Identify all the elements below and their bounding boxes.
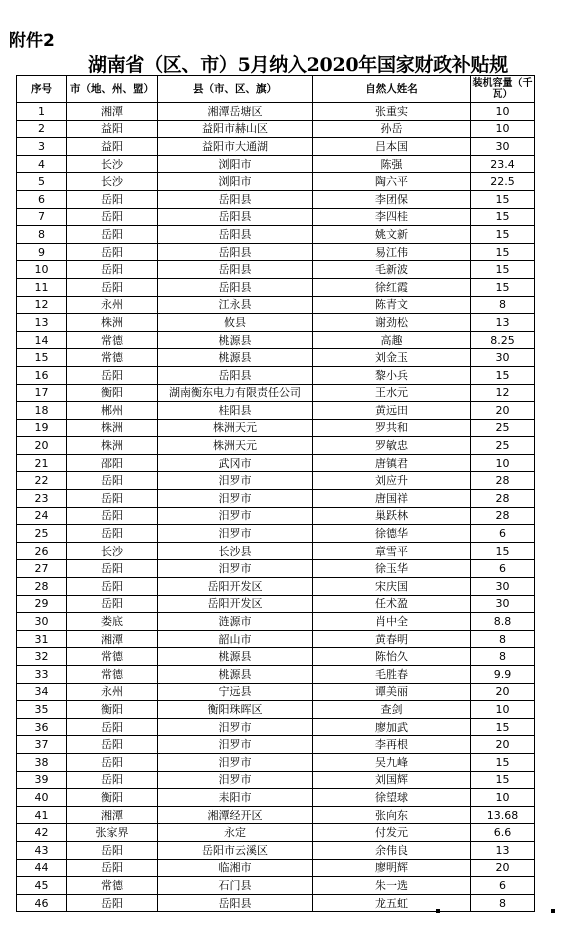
row-capacity: 10 xyxy=(471,701,535,719)
row-person-name: 陈强 xyxy=(313,155,471,173)
table-row xyxy=(17,402,535,420)
table-row xyxy=(17,120,535,138)
row-capacity: 8 xyxy=(471,894,535,912)
row-county: 长沙县 xyxy=(158,542,313,560)
attachment-label: 附件2 xyxy=(9,31,55,51)
row-county: 桂阳县 xyxy=(158,402,313,420)
row-county: 岳阳县 xyxy=(158,208,313,226)
row-capacity: 15 xyxy=(471,261,535,279)
row-county: 宁远县 xyxy=(158,683,313,701)
row-index: 13 xyxy=(17,314,67,332)
row-capacity: 28 xyxy=(471,472,535,490)
table-row xyxy=(17,560,535,578)
row-county: 浏阳市 xyxy=(158,155,313,173)
row-person-name: 徐红霞 xyxy=(313,278,471,296)
row-person-name: 李团保 xyxy=(313,190,471,208)
row-index: 5 xyxy=(17,173,67,191)
header-county: 县（市、区、旗） xyxy=(158,76,313,103)
row-city: 邵阳 xyxy=(67,454,158,472)
row-county: 韶山市 xyxy=(158,630,313,648)
scan-mark xyxy=(436,909,440,913)
row-capacity: 13 xyxy=(471,841,535,859)
row-index: 35 xyxy=(17,701,67,719)
table-body xyxy=(17,103,535,912)
row-index: 1 xyxy=(17,103,67,121)
row-city: 岳阳 xyxy=(67,243,158,261)
row-index: 23 xyxy=(17,490,67,508)
row-county: 湖南衡东电力有限责任公司 xyxy=(158,384,313,402)
row-city: 长沙 xyxy=(67,542,158,560)
row-city: 株洲 xyxy=(67,437,158,455)
row-capacity: 6 xyxy=(471,525,535,543)
table-row xyxy=(17,243,535,261)
row-county: 株洲天元 xyxy=(158,419,313,437)
row-person-name: 刘国辉 xyxy=(313,771,471,789)
table-row xyxy=(17,437,535,455)
row-person-name: 罗共和 xyxy=(313,419,471,437)
table-row xyxy=(17,595,535,613)
row-person-name: 唐国祥 xyxy=(313,490,471,508)
row-county: 桃源县 xyxy=(158,648,313,666)
table-row xyxy=(17,349,535,367)
row-city: 岳阳 xyxy=(67,490,158,508)
row-capacity: 13 xyxy=(471,314,535,332)
row-index: 20 xyxy=(17,437,67,455)
row-index: 19 xyxy=(17,419,67,437)
row-county: 耒阳市 xyxy=(158,789,313,807)
row-index: 18 xyxy=(17,402,67,420)
row-city: 岳阳 xyxy=(67,190,158,208)
row-county: 岳阳开发区 xyxy=(158,595,313,613)
row-city: 湘潭 xyxy=(67,103,158,121)
row-person-name: 宋庆国 xyxy=(313,578,471,596)
table-row xyxy=(17,736,535,754)
row-index: 16 xyxy=(17,366,67,384)
row-capacity: 6 xyxy=(471,877,535,895)
row-county: 岳阳县 xyxy=(158,278,313,296)
row-person-name: 查剑 xyxy=(313,701,471,719)
table-row xyxy=(17,683,535,701)
row-index: 15 xyxy=(17,349,67,367)
table-row xyxy=(17,648,535,666)
row-city: 岳阳 xyxy=(67,894,158,912)
row-capacity: 30 xyxy=(471,349,535,367)
row-person-name: 章雪平 xyxy=(313,542,471,560)
row-county: 汨罗市 xyxy=(158,753,313,771)
row-index: 31 xyxy=(17,630,67,648)
row-city: 衡阳 xyxy=(67,701,158,719)
row-city: 岳阳 xyxy=(67,278,158,296)
row-capacity: 10 xyxy=(471,789,535,807)
row-county: 汨罗市 xyxy=(158,771,313,789)
row-city: 湘潭 xyxy=(67,806,158,824)
row-person-name: 徐望球 xyxy=(313,789,471,807)
row-county: 岳阳市云溪区 xyxy=(158,841,313,859)
table-row xyxy=(17,578,535,596)
row-person-name: 陈青文 xyxy=(313,296,471,314)
row-county: 岳阳县 xyxy=(158,366,313,384)
row-city: 岳阳 xyxy=(67,771,158,789)
row-index: 29 xyxy=(17,595,67,613)
row-city: 岳阳 xyxy=(67,753,158,771)
row-person-name: 徐玉华 xyxy=(313,560,471,578)
row-city: 岳阳 xyxy=(67,525,158,543)
row-county: 武冈市 xyxy=(158,454,313,472)
row-index: 39 xyxy=(17,771,67,789)
table-row xyxy=(17,366,535,384)
row-county: 汨罗市 xyxy=(158,472,313,490)
row-index: 4 xyxy=(17,155,67,173)
row-county: 汨罗市 xyxy=(158,507,313,525)
table-row xyxy=(17,190,535,208)
row-capacity: 20 xyxy=(471,402,535,420)
row-index: 40 xyxy=(17,789,67,807)
row-city: 益阳 xyxy=(67,120,158,138)
row-city: 张家界 xyxy=(67,824,158,842)
row-county: 岳阳县 xyxy=(158,261,313,279)
row-index: 45 xyxy=(17,877,67,895)
table-row xyxy=(17,472,535,490)
row-city: 常德 xyxy=(67,666,158,684)
row-index: 6 xyxy=(17,190,67,208)
row-county: 岳阳县 xyxy=(158,226,313,244)
table-row xyxy=(17,666,535,684)
row-capacity: 12 xyxy=(471,384,535,402)
row-capacity: 23.4 xyxy=(471,155,535,173)
row-capacity: 30 xyxy=(471,578,535,596)
row-index: 28 xyxy=(17,578,67,596)
row-person-name: 付发元 xyxy=(313,824,471,842)
row-city: 岳阳 xyxy=(67,226,158,244)
row-capacity: 9.9 xyxy=(471,666,535,684)
table-row xyxy=(17,718,535,736)
row-person-name: 毛胜春 xyxy=(313,666,471,684)
row-city: 常德 xyxy=(67,349,158,367)
row-capacity: 15 xyxy=(471,226,535,244)
row-city: 永州 xyxy=(67,296,158,314)
row-index: 10 xyxy=(17,261,67,279)
row-person-name: 张重实 xyxy=(313,103,471,121)
row-index: 33 xyxy=(17,666,67,684)
table-row xyxy=(17,824,535,842)
row-index: 11 xyxy=(17,278,67,296)
row-person-name: 易江伟 xyxy=(313,243,471,261)
row-capacity: 10 xyxy=(471,103,535,121)
row-county: 益阳市赫山区 xyxy=(158,120,313,138)
row-county: 永定 xyxy=(158,824,313,842)
row-person-name: 陶六平 xyxy=(313,173,471,191)
table-row xyxy=(17,701,535,719)
table-row xyxy=(17,841,535,859)
row-city: 岳阳 xyxy=(67,472,158,490)
row-city: 衡阳 xyxy=(67,789,158,807)
row-person-name: 黄春明 xyxy=(313,630,471,648)
row-city: 长沙 xyxy=(67,155,158,173)
header-row xyxy=(17,76,535,103)
row-county: 汨罗市 xyxy=(158,718,313,736)
row-person-name: 黎小兵 xyxy=(313,366,471,384)
row-person-name: 廖明辉 xyxy=(313,859,471,877)
row-capacity: 15 xyxy=(471,771,535,789)
row-index: 14 xyxy=(17,331,67,349)
table-row xyxy=(17,613,535,631)
row-city: 常德 xyxy=(67,648,158,666)
row-index: 41 xyxy=(17,806,67,824)
table-row xyxy=(17,296,535,314)
row-city: 湘潭 xyxy=(67,630,158,648)
row-city: 岳阳 xyxy=(67,366,158,384)
table-row xyxy=(17,490,535,508)
row-city: 益阳 xyxy=(67,138,158,156)
row-person-name: 陈怡久 xyxy=(313,648,471,666)
row-index: 34 xyxy=(17,683,67,701)
row-person-name: 朱一选 xyxy=(313,877,471,895)
row-county: 湘潭岳塘区 xyxy=(158,103,313,121)
table-row xyxy=(17,507,535,525)
row-capacity: 8 xyxy=(471,630,535,648)
table-row xyxy=(17,278,535,296)
row-city: 岳阳 xyxy=(67,578,158,596)
row-county: 株洲天元 xyxy=(158,437,313,455)
row-person-name: 高趣 xyxy=(313,331,471,349)
row-index: 7 xyxy=(17,208,67,226)
row-city: 常德 xyxy=(67,877,158,895)
row-county: 石门县 xyxy=(158,877,313,895)
row-index: 24 xyxy=(17,507,67,525)
row-index: 12 xyxy=(17,296,67,314)
table-row xyxy=(17,314,535,332)
row-capacity: 28 xyxy=(471,490,535,508)
row-person-name: 巢跃林 xyxy=(313,507,471,525)
row-city: 岳阳 xyxy=(67,841,158,859)
row-county: 攸县 xyxy=(158,314,313,332)
row-county: 汨罗市 xyxy=(158,490,313,508)
row-index: 32 xyxy=(17,648,67,666)
row-capacity: 25 xyxy=(471,419,535,437)
table-row xyxy=(17,877,535,895)
row-capacity: 30 xyxy=(471,595,535,613)
table-row xyxy=(17,261,535,279)
row-index: 22 xyxy=(17,472,67,490)
row-county: 桃源县 xyxy=(158,331,313,349)
table-row xyxy=(17,542,535,560)
row-person-name: 谭美丽 xyxy=(313,683,471,701)
row-county: 桃源县 xyxy=(158,349,313,367)
row-index: 46 xyxy=(17,894,67,912)
row-city: 岳阳 xyxy=(67,718,158,736)
row-person-name: 姚文新 xyxy=(313,226,471,244)
row-county: 益阳市大通湖 xyxy=(158,138,313,156)
row-person-name: 廖加武 xyxy=(313,718,471,736)
subsidy-table xyxy=(16,75,535,912)
row-capacity: 15 xyxy=(471,753,535,771)
table-row xyxy=(17,384,535,402)
row-county: 岳阳县 xyxy=(158,190,313,208)
row-person-name: 吕本国 xyxy=(313,138,471,156)
row-capacity: 22.5 xyxy=(471,173,535,191)
row-person-name: 毛新波 xyxy=(313,261,471,279)
row-city: 岳阳 xyxy=(67,560,158,578)
row-city: 株洲 xyxy=(67,419,158,437)
row-person-name: 张向东 xyxy=(313,806,471,824)
row-city: 长沙 xyxy=(67,173,158,191)
row-capacity: 25 xyxy=(471,437,535,455)
row-index: 43 xyxy=(17,841,67,859)
row-county: 衡阳珠晖区 xyxy=(158,701,313,719)
table-row xyxy=(17,771,535,789)
row-index: 30 xyxy=(17,613,67,631)
row-index: 2 xyxy=(17,120,67,138)
row-capacity: 8 xyxy=(471,296,535,314)
row-city: 岳阳 xyxy=(67,859,158,877)
header-person-name: 自然人姓名 xyxy=(313,76,471,103)
row-person-name: 李再根 xyxy=(313,736,471,754)
row-county: 岳阳开发区 xyxy=(158,578,313,596)
table-row xyxy=(17,173,535,191)
row-county: 江永县 xyxy=(158,296,313,314)
row-city: 岳阳 xyxy=(67,261,158,279)
table-row xyxy=(17,454,535,472)
row-capacity: 6 xyxy=(471,560,535,578)
row-county: 岳阳县 xyxy=(158,243,313,261)
row-capacity: 6.6 xyxy=(471,824,535,842)
row-county: 桃源县 xyxy=(158,666,313,684)
table-row xyxy=(17,419,535,437)
row-county: 涟源市 xyxy=(158,613,313,631)
row-capacity: 30 xyxy=(471,138,535,156)
table-row xyxy=(17,331,535,349)
scan-mark xyxy=(551,909,555,913)
row-person-name: 任术盈 xyxy=(313,595,471,613)
row-person-name: 李四桂 xyxy=(313,208,471,226)
row-index: 42 xyxy=(17,824,67,842)
row-person-name: 孙岳 xyxy=(313,120,471,138)
document-title: 湖南省（区、市）5月纳入2020年国家财政补贴规 xyxy=(88,54,508,76)
row-county: 浏阳市 xyxy=(158,173,313,191)
row-index: 44 xyxy=(17,859,67,877)
row-index: 38 xyxy=(17,753,67,771)
row-person-name: 黄远田 xyxy=(313,402,471,420)
row-city: 郴州 xyxy=(67,402,158,420)
row-capacity: 8.25 xyxy=(471,331,535,349)
row-county: 汨罗市 xyxy=(158,560,313,578)
row-county: 湘潭经开区 xyxy=(158,806,313,824)
row-capacity: 8.8 xyxy=(471,613,535,631)
row-city: 娄底 xyxy=(67,613,158,631)
row-city: 岳阳 xyxy=(67,736,158,754)
row-capacity: 13.68 xyxy=(471,806,535,824)
table-row xyxy=(17,859,535,877)
header-index: 序号 xyxy=(17,76,67,103)
table-row xyxy=(17,226,535,244)
row-county: 临湘市 xyxy=(158,859,313,877)
row-person-name: 谢劲松 xyxy=(313,314,471,332)
table-row xyxy=(17,806,535,824)
row-person-name: 余伟良 xyxy=(313,841,471,859)
row-index: 27 xyxy=(17,560,67,578)
row-capacity: 20 xyxy=(471,683,535,701)
row-capacity: 10 xyxy=(471,120,535,138)
row-index: 3 xyxy=(17,138,67,156)
row-capacity: 15 xyxy=(471,542,535,560)
row-capacity: 15 xyxy=(471,278,535,296)
row-index: 37 xyxy=(17,736,67,754)
row-capacity: 15 xyxy=(471,190,535,208)
row-index: 9 xyxy=(17,243,67,261)
row-capacity: 15 xyxy=(471,243,535,261)
row-capacity: 20 xyxy=(471,859,535,877)
table-row xyxy=(17,103,535,121)
row-capacity: 10 xyxy=(471,454,535,472)
row-index: 21 xyxy=(17,454,67,472)
row-index: 8 xyxy=(17,226,67,244)
row-city: 岳阳 xyxy=(67,208,158,226)
row-city: 岳阳 xyxy=(67,595,158,613)
header-capacity: 装机容量（千瓦） xyxy=(471,76,535,103)
row-city: 衡阳 xyxy=(67,384,158,402)
row-capacity: 20 xyxy=(471,736,535,754)
row-index: 26 xyxy=(17,542,67,560)
row-county: 岳阳县 xyxy=(158,894,313,912)
table-row xyxy=(17,753,535,771)
row-capacity: 15 xyxy=(471,366,535,384)
table-row xyxy=(17,630,535,648)
row-person-name: 龙五虹 xyxy=(313,894,471,912)
row-index: 17 xyxy=(17,384,67,402)
table-row xyxy=(17,138,535,156)
row-index: 25 xyxy=(17,525,67,543)
row-person-name: 徐德华 xyxy=(313,525,471,543)
row-person-name: 肖中全 xyxy=(313,613,471,631)
row-capacity: 8 xyxy=(471,648,535,666)
row-person-name: 罗敏忠 xyxy=(313,437,471,455)
header-city: 市（地、州、盟） xyxy=(67,76,158,103)
row-person-name: 刘应升 xyxy=(313,472,471,490)
row-capacity: 15 xyxy=(471,208,535,226)
row-capacity: 28 xyxy=(471,507,535,525)
row-city: 株洲 xyxy=(67,314,158,332)
row-person-name: 刘金玉 xyxy=(313,349,471,367)
row-county: 汨罗市 xyxy=(158,525,313,543)
row-person-name: 吴九峰 xyxy=(313,753,471,771)
table-row xyxy=(17,155,535,173)
row-city: 岳阳 xyxy=(67,507,158,525)
row-county: 汨罗市 xyxy=(158,736,313,754)
row-city: 永州 xyxy=(67,683,158,701)
table-row xyxy=(17,789,535,807)
row-person-name: 唐镇君 xyxy=(313,454,471,472)
row-index: 36 xyxy=(17,718,67,736)
table-row xyxy=(17,894,535,912)
table-row xyxy=(17,208,535,226)
row-person-name: 王水元 xyxy=(313,384,471,402)
table-row xyxy=(17,525,535,543)
row-city: 常德 xyxy=(67,331,158,349)
row-capacity: 15 xyxy=(471,718,535,736)
